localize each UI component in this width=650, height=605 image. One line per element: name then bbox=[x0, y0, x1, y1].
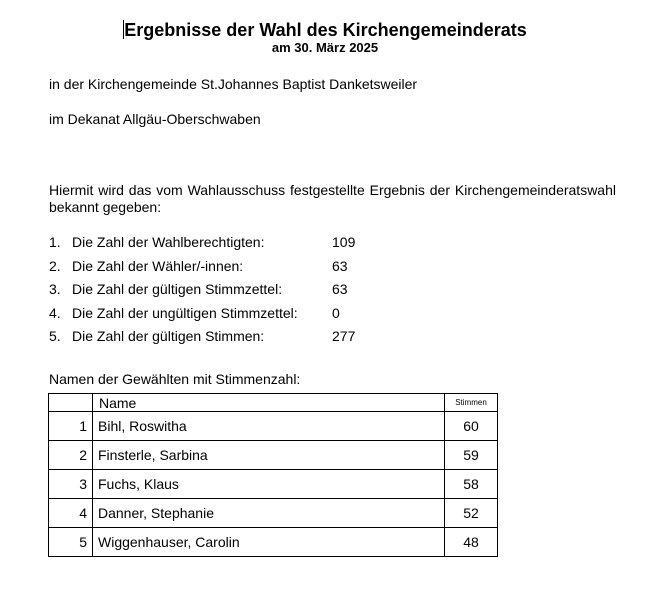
vote-count: 58 bbox=[445, 470, 498, 499]
stat-number: 2. bbox=[49, 257, 61, 274]
candidate-name: Wiggenhauser, Carolin bbox=[93, 528, 445, 557]
stat-row bbox=[49, 328, 449, 352]
table-row bbox=[49, 441, 498, 470]
document-title-text: Ergebnisse der Wahl des Kirchengemeinderats bbox=[124, 20, 527, 40]
candidate-name: Fuchs, Klaus bbox=[93, 470, 445, 499]
stat-value: 277 bbox=[332, 328, 356, 344]
stat-number: 5. bbox=[49, 328, 61, 344]
stat-label: Die Zahl der ungültigen Stimmzettel: bbox=[72, 304, 298, 321]
table-row bbox=[49, 412, 498, 441]
stat-value: 63 bbox=[332, 257, 348, 274]
column-header-number bbox=[49, 394, 93, 412]
stat-label: Die Zahl der gültigen Stimmen: bbox=[72, 328, 265, 344]
stat-label: Die Zahl der Wahlberechtigten: bbox=[72, 234, 265, 250]
elected-heading: Namen der Gewählten mit Stimmenzahl: bbox=[49, 371, 301, 387]
row-number: 3 bbox=[49, 470, 93, 499]
document-title bbox=[0, 19, 650, 41]
vote-count: 60 bbox=[445, 412, 498, 441]
stat-label: Die Zahl der Wähler/-innen: bbox=[72, 257, 244, 274]
stat-number: 3. bbox=[49, 281, 61, 297]
row-number: 4 bbox=[49, 499, 93, 528]
column-header-votes: Stimmen bbox=[445, 394, 498, 412]
election-date: am 30. März 2025 bbox=[271, 40, 379, 55]
stat-row bbox=[49, 258, 449, 282]
stat-number: 1. bbox=[49, 234, 61, 250]
stat-row bbox=[49, 234, 449, 258]
stat-value: 0 bbox=[332, 304, 340, 321]
candidate-name: Danner, Stephanie bbox=[93, 499, 445, 528]
vote-count: 52 bbox=[445, 499, 498, 528]
table-row bbox=[49, 499, 498, 528]
row-number: 5 bbox=[49, 528, 93, 557]
candidate-name: Finsterle, Sarbina bbox=[93, 441, 445, 470]
vote-count: 59 bbox=[445, 441, 498, 470]
stat-row bbox=[49, 281, 449, 305]
row-number: 1 bbox=[49, 412, 93, 441]
vote-count: 48 bbox=[445, 528, 498, 557]
candidate-name: Bihl, Roswitha bbox=[93, 412, 445, 441]
parish-line: in der Kirchengemeinde St.Johannes Baptist Danketsweiler bbox=[49, 76, 418, 92]
stat-number: 4. bbox=[49, 304, 61, 321]
stat-label: Die Zahl der gültigen Stimmzettel: bbox=[72, 281, 283, 297]
column-header-name: Name bbox=[93, 394, 445, 412]
stat-value: 109 bbox=[332, 234, 356, 250]
stat-value: 63 bbox=[332, 281, 348, 297]
table-row bbox=[49, 528, 498, 557]
elected-table bbox=[48, 393, 498, 557]
table-header-row bbox=[49, 394, 498, 412]
statistics-list bbox=[49, 234, 449, 352]
stat-row bbox=[49, 305, 449, 329]
deanery-line: im Dekanat Allgäu-Oberschwaben bbox=[49, 111, 261, 127]
intro-paragraph: Hiermit wird das vom Wahlausschuss festgestellte Ergebnis der Kirchengemeinderatswahl bekannt gegeben: bbox=[49, 182, 616, 215]
row-number: 2 bbox=[49, 441, 93, 470]
table-row bbox=[49, 470, 498, 499]
